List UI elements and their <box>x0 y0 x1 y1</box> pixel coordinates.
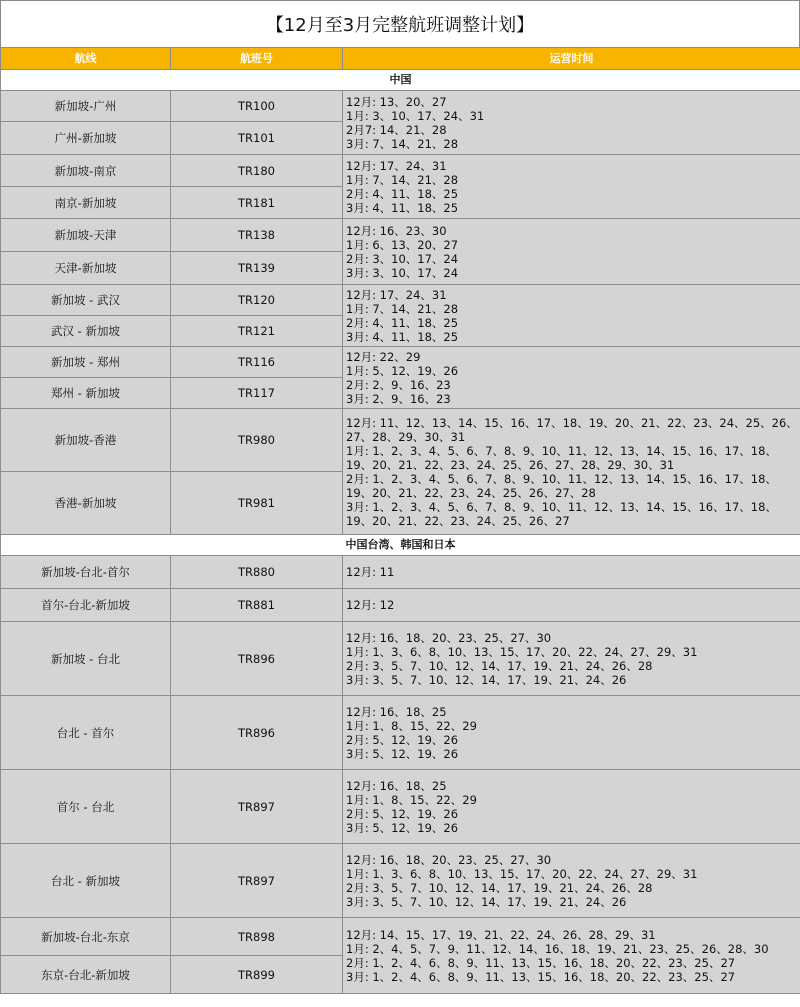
schedule-line: 1月: 7、14、21、28 <box>346 301 459 316</box>
schedule-line: 1月: 6、13、20、27 <box>346 237 459 252</box>
flight-number-cell: TR121 <box>171 316 343 347</box>
table-row <box>1 770 800 844</box>
flight-number-cell: TR101 <box>171 122 343 155</box>
schedule-line: 2月: 1、2、4、6、8、9、11、13、15、16、18、20、22、23、25、27 <box>346 955 736 970</box>
flight-number-cell: TR100 <box>171 91 343 122</box>
schedule-line: 1月: 3、10、17、24、31 <box>346 108 485 123</box>
region-label: 中国 <box>1 70 800 91</box>
flight-number-cell: TR881 <box>171 589 343 622</box>
route-cell: 新加坡-天津 <box>1 219 171 252</box>
route-cell: 台北 - 首尔 <box>1 696 171 770</box>
schedule-line: 12月: 16、18、25 <box>346 778 447 793</box>
route-cell: 首尔-台北-新加坡 <box>1 589 171 622</box>
schedule-line: 19、20、21、22、23、24、25、26、27 <box>346 513 570 528</box>
schedule-line: 3月: 3、5、7、10、12、14、17、19、21、24、26 <box>346 672 627 687</box>
schedule-line: 3月: 3、5、7、10、12、14、17、19、21、24、26 <box>346 894 627 909</box>
schedule-cell <box>343 556 800 589</box>
table-row <box>1 409 800 472</box>
schedule-line: 2月7: 14、21、28 <box>346 122 447 137</box>
table-row <box>1 556 800 589</box>
flight-number-cell: TR138 <box>171 219 343 252</box>
route-cell: 新加坡-南京 <box>1 155 171 187</box>
flight-number-cell: TR897 <box>171 770 343 844</box>
schedule-body <box>1 70 800 994</box>
schedule-line: 12月: 11 <box>346 565 395 579</box>
region-label: 中国台湾、韩国和日本 <box>1 535 800 556</box>
flight-number-cell: TR116 <box>171 347 343 378</box>
flight-number-cell: TR896 <box>171 696 343 770</box>
schedule-line: 2月: 4、11、18、25 <box>346 315 459 330</box>
region-row <box>1 535 800 556</box>
table-row <box>1 347 800 378</box>
schedule-line: 3月: 5、12、19、26 <box>346 746 459 761</box>
schedule-line: 12月: 12 <box>346 598 395 612</box>
table-row <box>1 844 800 918</box>
table-row <box>1 219 800 252</box>
flight-number-cell: TR120 <box>171 285 343 316</box>
schedule-line: 3月: 4、11、18、25 <box>346 329 459 344</box>
schedule-line: 19、20、21、22、23、24、25、26、27、28 <box>346 485 596 500</box>
schedule-line: 1月: 1、8、15、22、29 <box>346 792 477 807</box>
flight-number-cell: TR139 <box>171 252 343 285</box>
table-row <box>1 918 800 956</box>
schedule-cell <box>343 696 800 770</box>
schedule-line: 3月: 2、9、16、23 <box>346 391 451 406</box>
flight-number-cell: TR180 <box>171 155 343 187</box>
schedule-line: 3月: 7、14、21、28 <box>346 136 459 151</box>
schedule-line: 1月: 1、3、6、8、10、13、15、17、20、22、24、27、29、31 <box>346 866 698 881</box>
schedule-line: 1月: 1、3、6、8、10、13、15、17、20、22、24、27、29、31 <box>346 644 698 659</box>
schedule-line: 2月: 5、12、19、26 <box>346 732 459 747</box>
schedule-line: 12月: 14、15、17、19、21、22、24、26、28、29、31 <box>346 927 656 942</box>
header-route: 航线 <box>1 48 171 70</box>
schedule-line: 1月: 2、4、5、7、9、11、12、14、16、18、19、21、23、25、26、28、30 <box>346 941 769 956</box>
schedule-cell <box>343 844 800 918</box>
route-cell: 广州-新加坡 <box>1 122 171 155</box>
header-operating-time: 运营时间 <box>343 48 800 70</box>
flight-number-cell: TR898 <box>171 918 343 956</box>
schedule-line: 2月: 2、9、16、23 <box>346 377 451 392</box>
table-row <box>1 285 800 316</box>
header-row <box>1 48 800 70</box>
schedule-line: 12月: 22、29 <box>346 349 421 364</box>
flight-number-cell: TR897 <box>171 844 343 918</box>
schedule-line: 1月: 7、14、21、28 <box>346 172 459 187</box>
route-cell: 武汉 - 新加坡 <box>1 316 171 347</box>
table-row <box>1 155 800 187</box>
table-row <box>1 91 800 122</box>
schedule-line: 12月: 11、12、13、14、15、16、17、18、19、20、21、22、23、24、25、26、 <box>346 415 798 430</box>
schedule-line: 3月: 1、2、4、6、8、9、11、13、15、16、18、20、22、23、25、27 <box>346 969 736 984</box>
route-cell: 新加坡-广州 <box>1 91 171 122</box>
schedule-line: 12月: 13、20、27 <box>346 94 447 109</box>
route-cell: 东京-台北-新加坡 <box>1 956 171 994</box>
header-flight-number: 航班号 <box>171 48 343 70</box>
route-cell: 新加坡 - 郑州 <box>1 347 171 378</box>
route-cell: 南京-新加坡 <box>1 187 171 219</box>
page-title: 【12月至3月完整航班调整计划】 <box>0 0 800 47</box>
schedule-cell <box>343 285 800 347</box>
flight-number-cell: TR117 <box>171 378 343 409</box>
schedule-line: 12月: 17、24、31 <box>346 158 447 173</box>
table-row <box>1 622 800 696</box>
schedule-line: 12月: 16、18、25 <box>346 704 447 719</box>
route-cell: 台北 - 新加坡 <box>1 844 171 918</box>
schedule-cell <box>343 91 800 155</box>
flight-number-cell: TR896 <box>171 622 343 696</box>
schedule-cell <box>343 622 800 696</box>
schedule-cell <box>343 347 800 409</box>
schedule-line: 2月: 3、5、7、10、12、14、17、19、21、24、26、28 <box>346 880 653 895</box>
schedule-cell <box>343 589 800 622</box>
table-row <box>1 696 800 770</box>
schedule-cell <box>343 155 800 219</box>
schedule-line: 2月: 3、5、7、10、12、14、17、19、21、24、26、28 <box>346 658 653 673</box>
route-cell: 首尔 - 台北 <box>1 770 171 844</box>
route-cell: 天津-新加坡 <box>1 252 171 285</box>
route-cell: 郑州 - 新加坡 <box>1 378 171 409</box>
schedule-line: 3月: 4、11、18、25 <box>346 200 459 215</box>
route-cell: 新加坡-台北-首尔 <box>1 556 171 589</box>
schedule-cell <box>343 219 800 285</box>
schedule-line: 3月: 1、2、3、4、5、6、7、8、9、10、11、12、13、14、15、16、17、18、 <box>346 499 777 514</box>
schedule-line: 2月: 3、10、17、24 <box>346 251 459 266</box>
schedule-line: 2月: 1、2、3、4、5、6、7、8、9、10、11、12、13、14、15、16、17、18、 <box>346 471 777 486</box>
schedule-cell <box>343 918 800 994</box>
schedule-line: 12月: 17、24、31 <box>346 287 447 302</box>
region-row <box>1 70 800 91</box>
flight-number-cell: TR181 <box>171 187 343 219</box>
schedule-line: 12月: 16、23、30 <box>346 223 447 238</box>
flight-number-cell: TR981 <box>171 472 343 535</box>
flight-number-cell: TR880 <box>171 556 343 589</box>
schedule-line: 3月: 3、10、17、24 <box>346 265 459 280</box>
schedule-line: 2月: 4、11、18、25 <box>346 186 459 201</box>
schedule-line: 1月: 5、12、19、26 <box>346 363 459 378</box>
route-cell: 新加坡-香港 <box>1 409 171 472</box>
route-cell: 新加坡 - 武汉 <box>1 285 171 316</box>
route-cell: 新加坡-台北-东京 <box>1 918 171 956</box>
schedule-line: 12月: 16、18、20、23、25、27、30 <box>346 852 552 867</box>
flight-number-cell: TR899 <box>171 956 343 994</box>
schedule-line: 2月: 5、12、19、26 <box>346 806 459 821</box>
schedule-line: 19、20、21、22、23、24、25、26、27、28、29、30、31 <box>346 457 675 472</box>
schedule-table <box>0 47 800 994</box>
schedule-line: 1月: 1、8、15、22、29 <box>346 718 477 733</box>
route-cell: 新加坡 - 台北 <box>1 622 171 696</box>
schedule-line: 3月: 5、12、19、26 <box>346 820 459 835</box>
schedule-line: 1月: 1、2、3、4、5、6、7、8、9、10、11、12、13、14、15、16、17、18、 <box>346 443 777 458</box>
route-cell: 香港-新加坡 <box>1 472 171 535</box>
schedule-cell <box>343 409 800 535</box>
flight-number-cell: TR980 <box>171 409 343 472</box>
schedule-cell <box>343 770 800 844</box>
table-row <box>1 589 800 622</box>
schedule-line: 27、28、29、30、31 <box>346 429 466 444</box>
schedule-line: 12月: 16、18、20、23、25、27、30 <box>346 630 552 645</box>
